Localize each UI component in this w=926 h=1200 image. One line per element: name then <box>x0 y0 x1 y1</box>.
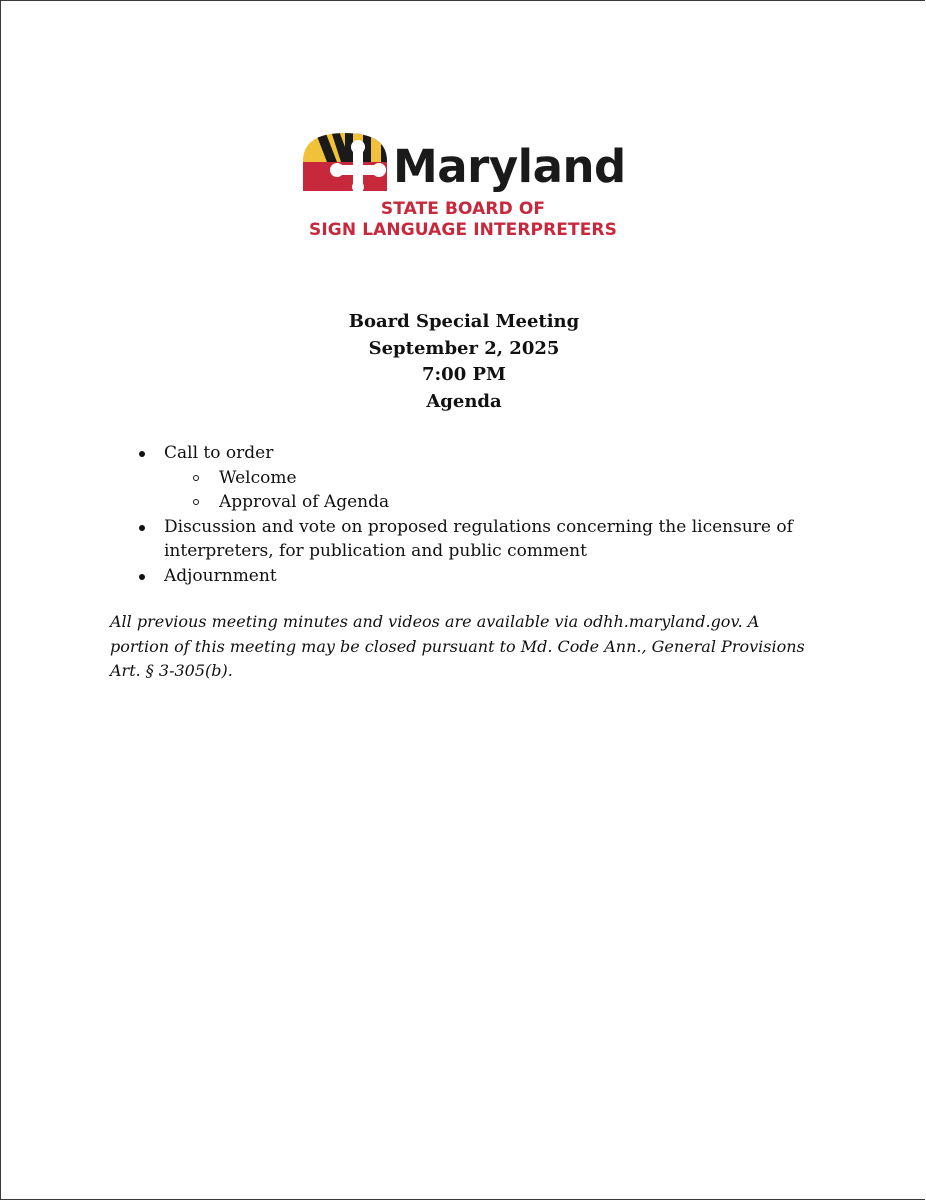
logo-subtitle-line2: SIGN LANGUAGE INTERPRETERS <box>309 220 617 240</box>
logo-wordmark: Maryland <box>393 140 626 193</box>
maryland-flag-arch-icon <box>301 131 389 193</box>
agenda-item-label: Adjournment <box>164 565 277 586</box>
meeting-date: September 2, 2025 <box>368 337 560 359</box>
bullet-icon <box>139 451 145 457</box>
agenda-item <box>136 441 836 466</box>
bullet-icon <box>139 574 145 580</box>
agenda-subitem-label: Welcome <box>219 467 297 488</box>
agenda-subitem <box>136 466 836 491</box>
maryland-board-logo <box>301 131 641 241</box>
agenda-item <box>136 564 836 589</box>
agenda-subitem <box>136 490 836 515</box>
note-line1: All previous meeting minutes and videos are available via odhh.maryland.gov. A <box>110 612 760 631</box>
agenda-item-label-line1: Discussion and vote on proposed regulations concerning the licensure of <box>164 516 793 537</box>
agenda-subitem-label: Approval of Agenda <box>219 492 390 512</box>
meeting-title: Board Special Meeting <box>348 311 580 332</box>
note-line2: portion of this meeting may be closed pursuant to Md. Code Ann., General Provisions <box>110 636 805 656</box>
circle-bullet-icon <box>193 499 199 505</box>
meeting-time: 7:00 PM <box>422 364 506 385</box>
circle-bullet-icon <box>193 475 199 481</box>
meeting-note <box>110 610 805 684</box>
logo-subtitle-line1: STATE BOARD OF <box>380 199 546 219</box>
agenda-label: Agenda <box>426 390 502 412</box>
agenda-item-label: Call to order <box>164 443 274 463</box>
meeting-heading <box>1 309 926 415</box>
agenda-list <box>136 441 836 588</box>
note-line3: Art. § 3-305(b). <box>110 661 233 680</box>
agenda-item-label-line2: interpreters, for publication and public comment <box>164 541 587 561</box>
bullet-icon <box>139 525 145 531</box>
agenda-item <box>136 515 836 564</box>
